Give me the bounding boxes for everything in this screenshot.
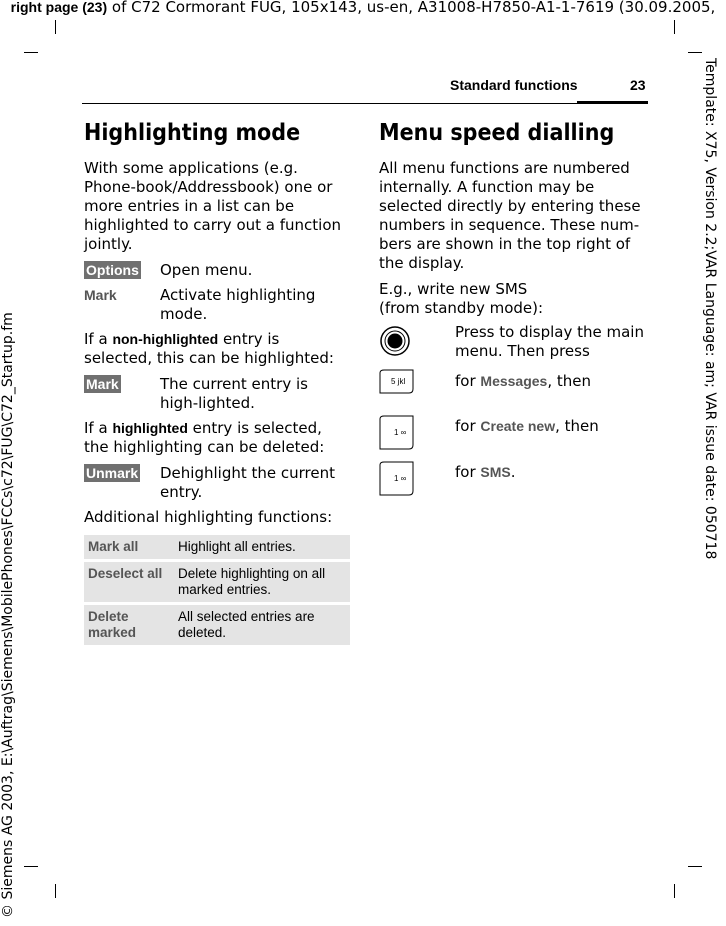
crop-mark — [24, 52, 38, 53]
step-row — [84, 464, 350, 502]
right-column — [379, 118, 645, 503]
crop-mark — [55, 884, 56, 898]
menu-name: Messages — [480, 373, 548, 389]
softkey-unmark: Unmark — [86, 465, 139, 481]
print-header-bold: right page (23) — [10, 0, 108, 15]
intro-paragraph: With some applications (e.g. Phone-book/Addressbook) one or more entries in a list can be highlighted to carry out a function jointly. — [84, 159, 342, 253]
copyright-path: © Siemens AG 2003, E:\Auftrag\Siemens\MobilePhones\FCCs\c72\FUG\C72_Startup.fm — [0, 312, 16, 918]
step-desc: Activate highlighting mode. — [160, 286, 316, 323]
text: (from standby mode): — [379, 299, 544, 317]
condition-paragraph — [84, 419, 350, 457]
text: for — [455, 463, 481, 481]
crop-mark — [688, 866, 702, 867]
step-row — [84, 286, 350, 324]
text: , then — [547, 372, 592, 390]
step-desc: Dehighlight the current entry. — [160, 464, 335, 501]
crop-mark — [674, 20, 675, 34]
header-rule — [82, 103, 648, 104]
menu-name: SMS — [480, 464, 511, 480]
text: , then — [555, 417, 599, 435]
step-desc — [455, 461, 645, 497]
left-column — [84, 118, 350, 648]
template-info: Template: X75, Version 2.2;VAR Language: am; VAR issue date: 050718 — [702, 58, 718, 560]
text: If a — [84, 419, 113, 437]
print-header — [0, 0, 726, 16]
text: E.g., write new SMS — [379, 280, 528, 298]
table-row — [84, 562, 350, 602]
function-key: Mark all — [84, 535, 174, 559]
step-desc — [455, 415, 645, 451]
table-row — [84, 605, 350, 645]
step-row — [84, 375, 350, 413]
print-header-text: of C72 Cormorant FUG, 105x143, us-en, A31008-H7850-A1-1-7619 (30.09.2005, — [107, 0, 716, 16]
step-row — [84, 261, 350, 280]
text: for — [455, 417, 481, 435]
running-header: Standard functions — [450, 77, 578, 93]
key-label: 1 ∞ — [394, 428, 407, 437]
intro-paragraph: All menu functions are numbered internally. A function may be selected directly by entering these numbers in sequence. These num-bers are shown in the top right of the display. — [379, 159, 641, 272]
additional-functions-label: Additional highlighting functions: — [84, 508, 333, 526]
step-row — [379, 415, 645, 451]
crop-mark — [55, 20, 56, 34]
nav-joystick-icon — [379, 325, 411, 357]
emphasis: non-highlighted — [112, 331, 219, 347]
crop-mark — [24, 866, 38, 867]
step-desc — [455, 369, 645, 405]
step-row — [379, 461, 645, 497]
step-desc: The current entry is high-lighted. — [160, 375, 308, 412]
page-number: 23 — [630, 77, 646, 93]
header-rule-accent — [577, 101, 648, 104]
key-label: 5 jkl — [391, 377, 406, 386]
function-key: Delete marked — [84, 605, 174, 645]
functions-table — [84, 532, 350, 648]
function-desc: Highlight all entries. — [174, 535, 350, 559]
function-key: Deselect all — [84, 562, 174, 602]
key-1-icon — [379, 415, 415, 451]
condition-paragraph — [84, 330, 350, 368]
text: If a — [84, 330, 113, 348]
key-label: 1 ∞ — [394, 474, 407, 483]
text: for — [455, 372, 481, 390]
section-title-speed-dialling: Menu speed dialling — [379, 120, 615, 146]
text: . — [510, 463, 516, 481]
menu-name: Create new — [480, 418, 556, 434]
emphasis: highlighted — [112, 420, 188, 436]
key-5-icon — [379, 369, 415, 395]
menu-item-mark: Mark — [84, 287, 117, 303]
example-paragraph — [379, 280, 645, 318]
softkey-options: Options — [86, 262, 139, 278]
function-desc: Delete highlighting on all marked entries. — [174, 562, 350, 602]
step-row — [379, 323, 645, 361]
crop-mark — [688, 52, 702, 53]
function-desc: All selected entries are deleted. — [174, 605, 350, 645]
key-1-icon — [379, 461, 415, 497]
text: entry is selected, this can be highlighted: — [84, 330, 334, 367]
section-title-highlighting: Highlighting mode — [84, 120, 301, 146]
step-row — [379, 369, 645, 405]
step-desc: Open menu. — [160, 261, 253, 279]
table-row — [84, 535, 350, 559]
softkey-mark: Mark — [86, 376, 119, 392]
crop-mark — [674, 884, 675, 898]
text: entry is selected, the highlighting can be deleted: — [84, 419, 325, 456]
step-desc: Press to display the main menu. Then press — [455, 323, 644, 360]
